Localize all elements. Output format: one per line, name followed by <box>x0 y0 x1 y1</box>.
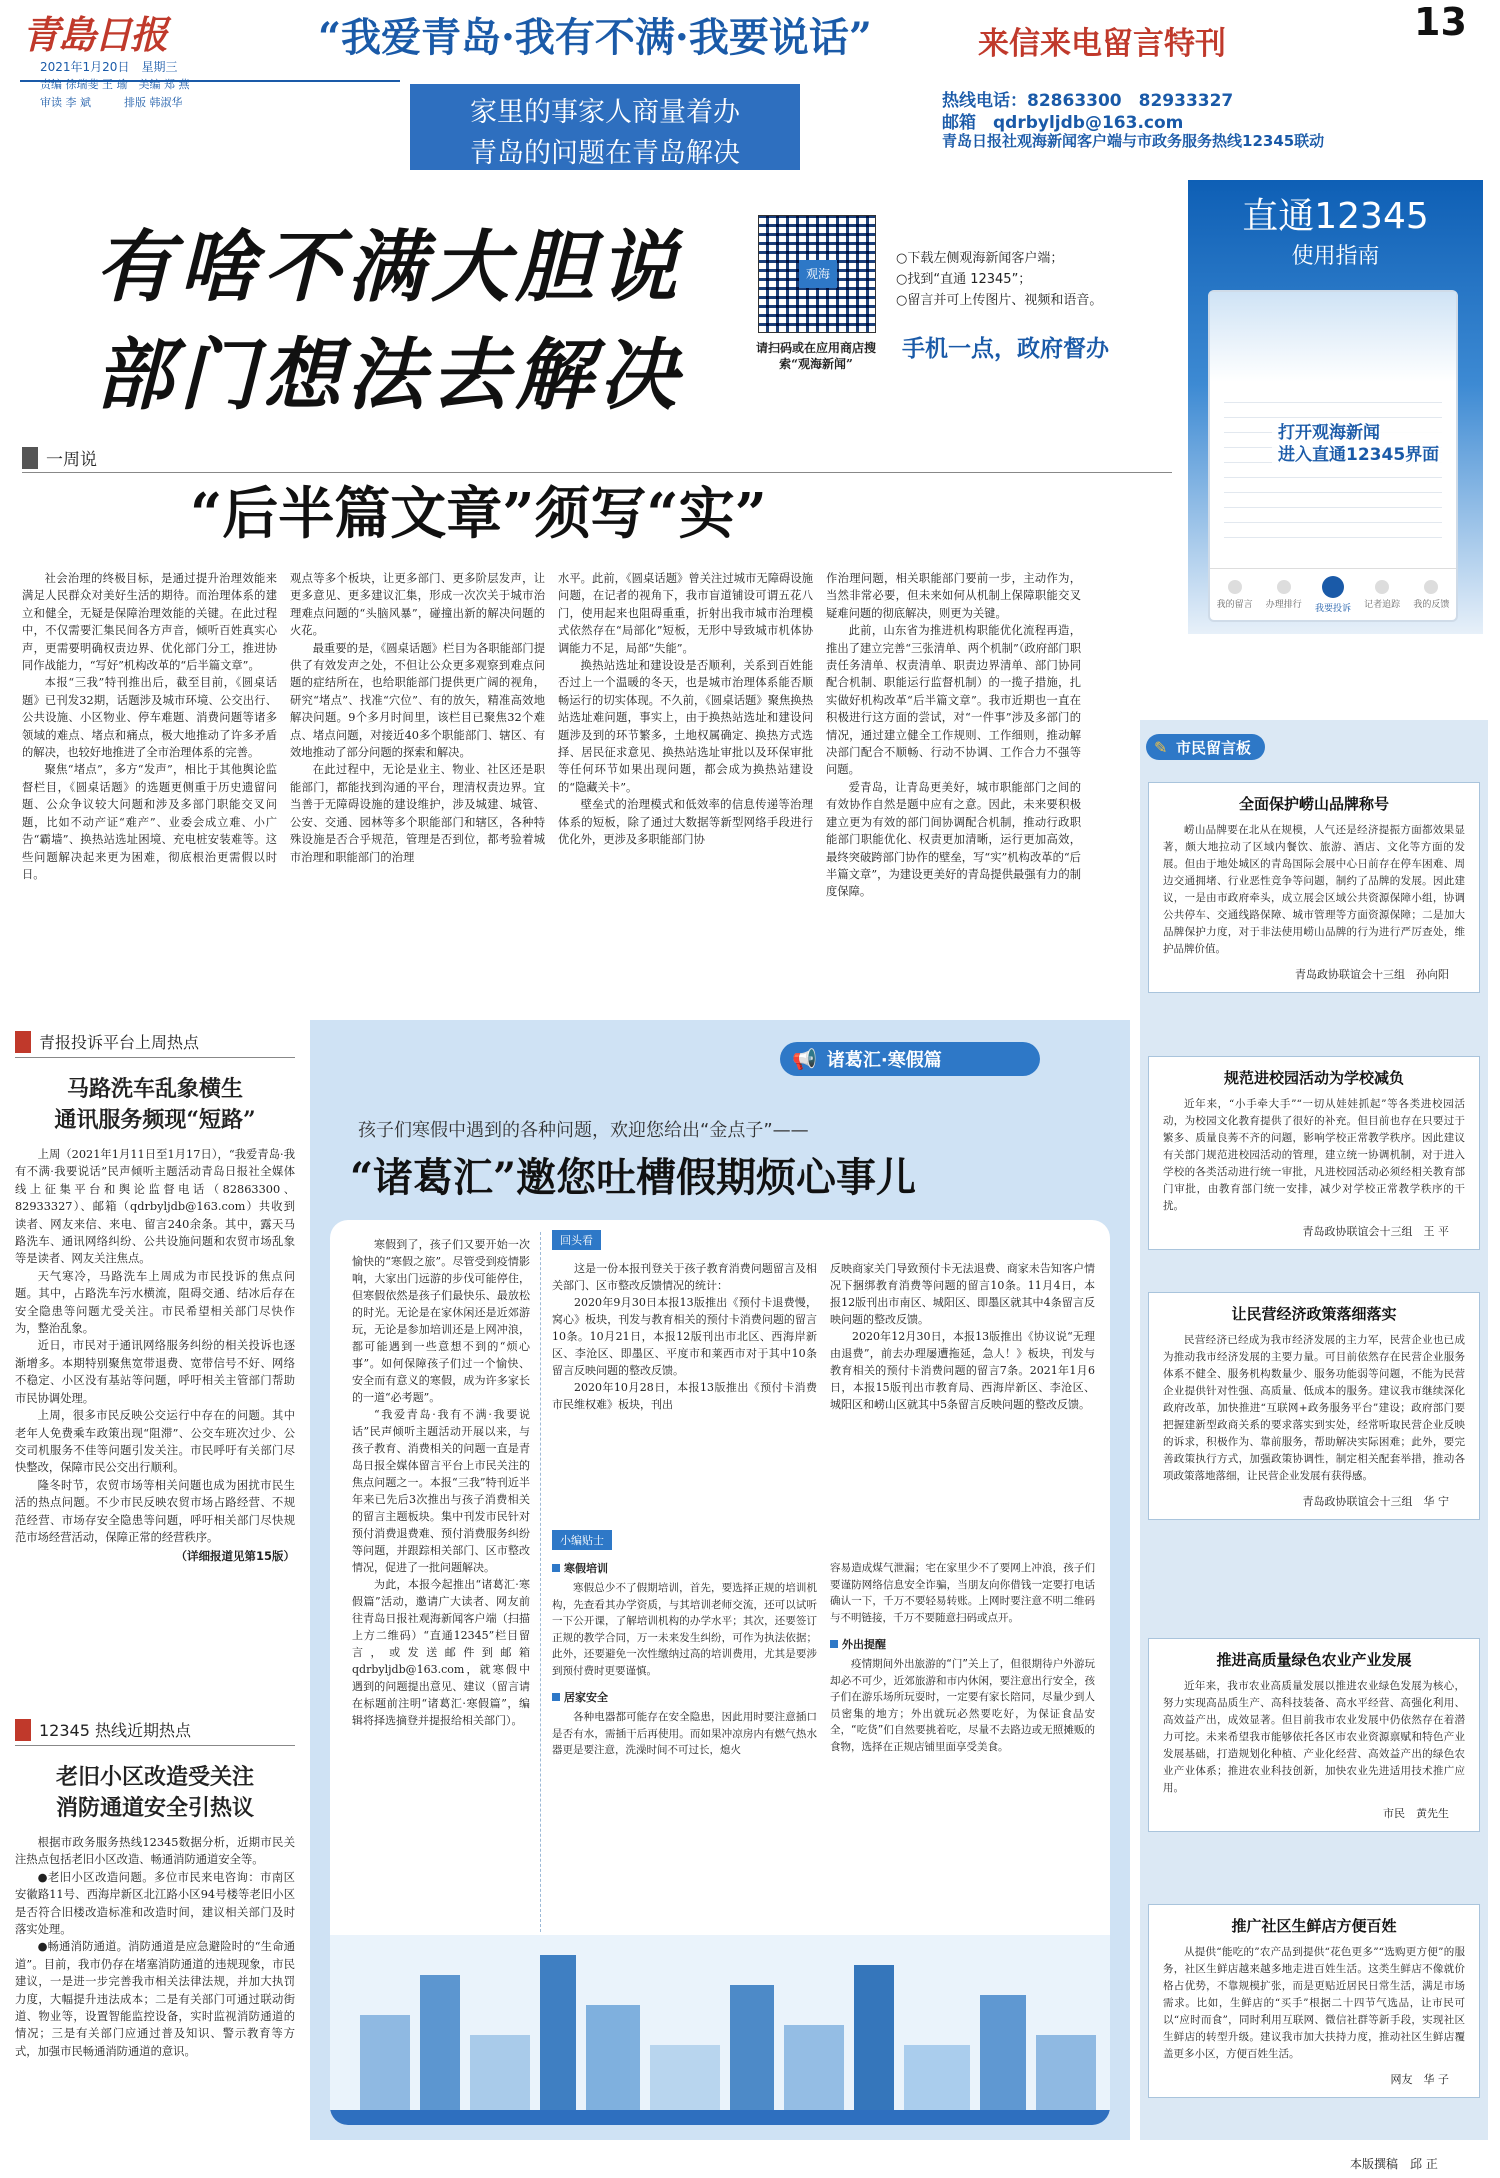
card-title: 全面保护崂山品牌称号 <box>1238 795 1389 813</box>
nav-dot-icon <box>1228 580 1242 594</box>
card-text: 近年来，“小手牵大手”“一切从娃娃抓起”等各类进校园活动，为校园文化教育提供了很好的补充。但目前也存在只要过于繁多、质量良莠不齐的问题，影响学校正常教学秩序。因此建议有关部门规范进校园活动的管理，建立统一协调机制，对于进入学校的各类活动进行统一审批，凡进校园活动必须经相关教育部门审批，由教育部门统一安排，减少对学校正常教学秩序的干扰。 <box>1163 1098 1465 1212</box>
megaphone-icon: 📢 <box>792 1047 817 1071</box>
pen-icon: ✎ <box>1154 737 1168 757</box>
tip-home-text: 各种电器都可能存在安全隐患，因此用时要注意插口是否有水，需插干后再使用。而如果冲凉房内有燃气热水器更是要注意，洗澡时间不可过长，熄火 <box>552 1711 817 1756</box>
callout-line-1: 打开观海新闻 <box>1278 423 1380 443</box>
complaint-para-4: 上周，很多市民反映公交运行中存在的问题。其中老年人免费乘车政策出现“阻滞”、公交车班次过少、公交司机服务不佳等问题引发关注。市民呼吁有关部门尽快整改，保障市民公交出行顺利。 <box>15 1409 295 1475</box>
citizen-card-2 <box>1148 1056 1480 1250</box>
tag-bar-icon <box>22 447 38 469</box>
weekly-title: “后半篇文章”须写“实” <box>190 481 767 547</box>
tip-outing-title: 外出提醒 <box>830 1636 1095 1652</box>
phone-nav <box>1210 568 1456 620</box>
card-signature: 青岛政协联谊会十三组 孙向阳 <box>1295 968 1449 981</box>
staff-line-1: 责编 徐瑞斐 王 瑜 美编 郑 燕 <box>40 78 190 91</box>
nav-dot-icon <box>1375 580 1389 594</box>
card-text: 近年来，我市农业高质量发展以推进农业绿色发展为核心，努力实现高品质生产、高科技装备、高水平经营、高强化利用、高效益产出，成效显著。但目前我市农业发展中仍依然存在着潜力可挖。未来希望我市能够依托各区市农业资源禀赋和特色产业发展基础，打造规划化种植、产业化经营、高效益产出的绿色农业产业体系；推进农业科技创新，加快农业先进适用技术推广应用。 <box>1163 1680 1465 1794</box>
slogan-line-1: 家里的事家人商量着办 <box>470 97 740 128</box>
hotline-tag: 12345 热线近期热点 <box>15 1718 295 1741</box>
tips-col-2 <box>830 1560 1095 1755</box>
review-col-2 <box>830 1260 1095 1413</box>
complaint-para-3: 近日，市民对于通讯网络服务纠纷的相关投诉也逐渐增多。本期特别聚焦宽带退费、宽带信号不好、网络不稳定、小区没有基站等问题，呼吁相关主管部门帮助市民协调处理。 <box>15 1339 295 1405</box>
guide-callout <box>1272 420 1445 468</box>
tip-home-text-cont: 容易造成煤气泄漏；宅在家里少不了要网上冲浪，孩子们要谨防网络信息安全诈骗，当朋友向你借钱一定要打电话确认一下，千万不要轻易转账。上网时要注意不明二维码与不明链接，千万不要随意扫码或点开。 <box>830 1562 1095 1624</box>
weekly-para-3: 聚焦“堵点”，多方“发声”，相比于其他舆论监督栏目，《圆桌话题》的选题更侧重于历史遗留问题、公众争议较大问题和涉及多部门职能交叉问题，比如不动产证“难产”、业委会成立难、小广告“霸墙”、换热站选址困境、充电桩安装难等。这些问题解决起来更为困难，彻底根治更需假以时日。 <box>22 763 277 881</box>
col2-para-2: 最重要的是，《圆桌话题》栏目为各职能部门提供了有效发声之处，不但让公众更多观察到难点问题的症结所在，也给职能部门提供更广阔的视角，研究“堵点”、找准“穴位”、有的放矢，精准高效地解决问题。9个多月时间里，该栏目已聚焦32个难点、堵点问题，对接近40多个职能部门、辖区、有效地推动了部分问题的探索和解决。 <box>290 641 545 760</box>
tips-tag: 小编贴士 <box>552 1530 612 1550</box>
tips-col-1 <box>552 1560 817 1759</box>
card-signature: 青岛政协联谊会十三组 王 平 <box>1302 1225 1449 1238</box>
footer-editor: 本版撰稿 邱 正 <box>1350 2157 1438 2171</box>
zhuge-box <box>310 1020 1130 2140</box>
card-title: 推进高质量绿色农业产业发展 <box>1216 1651 1412 1669</box>
qr-logo: 观海 <box>799 260 837 288</box>
qr-tagline: 手机一点，政府督办 <box>902 336 1109 362</box>
col2-para-1: 观点等多个板块，让更多部门、更多阶层发声，让更多意见、更多建议汇集，形成一次次关于城市治理难点问题的“头脑风暴”，碰撞出新的解决问题的火花。 <box>290 572 545 638</box>
col4-para-1: 作治理问题，相关职能部门要前一步，主动作为，当然非常必要，但未来如何从机制上保障职能交叉疑难问题的彻底解决，则更为关键。 <box>826 572 1081 620</box>
review-para-4: 反映商家关门导致预付卡无法退费、商家未告知客户情况下捆绑教育消费等问题的留言10条。11月4日，本报12版刊出市南区、城阳区、即墨区就其中4条留言反映问题的整改反馈。 <box>830 1262 1095 1326</box>
card-signature: 市民 黄先生 <box>1383 1807 1449 1820</box>
hotline: 热线电话：82863300 82933327 <box>942 91 1234 111</box>
review-para-2: 2020年9月30日本报13版推出《预付卡退费慢，窝心》板块，刊发与教育相关的预付卡消费问题的留言10条。10月21日，本报12版刊出市北区、西海岸新区、李沧区、即墨区、平度市和莱西市对于其中10条留言反映问题的整改反馈。 <box>552 1296 817 1377</box>
phone-header <box>1210 292 1456 382</box>
qr-code[interactable] <box>758 215 876 333</box>
review-para-1: 这是一份本报刊登关于孩子教育消费问题留言及相关部门、区市整改反馈情况的统计： <box>552 1262 817 1292</box>
complaint-rule <box>15 1057 295 1058</box>
platform-line: 青岛日报社观海新闻客户端与市政务服务热线12345联动 <box>942 132 1325 150</box>
qr-step-3: ○留言并可上传图片、视频和语音。 <box>896 293 1103 308</box>
callout-line-2: 进入直通12345界面 <box>1278 445 1440 465</box>
qr-step-2: ○找到“直通 12345”； <box>896 272 1032 287</box>
citizen-tag: ✎ 市民留言板 <box>1146 734 1265 760</box>
citizen-card-5 <box>1148 1904 1480 2098</box>
left-column <box>15 1030 295 1564</box>
complaint-title-2: 通讯服务频现“短路” <box>54 1107 256 1133</box>
tag-bar-icon <box>15 1031 31 1053</box>
headline <box>318 6 872 63</box>
card-text: 崂山品牌要在北从在规模，人气还是经济提振方面都效果显著，颇大地拉动了区域内餐饮、旅游、酒店、文化等方面的发展。但由于地处城区的青岛国际会展中心日前存在停车困难、周边交通拥堵、行业恶性竞争等问题，制约了品牌的发展。因此建议，一是由市政府牵头，成立展会区域公共资源保障小组，协调公共停车、交通线路保障、城市管理等方面资源保障；二是加大品牌保护力度，对于非法使用崂山品牌的行为进行严厉查处，维护品牌价值。 <box>1163 824 1465 955</box>
card-signature: 青岛政协联谊会十三组 华 宁 <box>1302 1495 1449 1508</box>
col4-para-2: 此前，山东省为推进机构职能优化流程再造，推出了建立完善“三张清单、两个机制”（政府部门职责任务清单、权责清单、职责边界清单、部门协同配合机制、职能运行监督机制）的一揽子措施，扎实做好机构改革“后半篇文章”。我市近期也一直在积极进行这方面的尝试，对“一件事”涉及多部门的情况，通过建立健全工作规则、工作细则，推动解决部门配合不顺畅、行动不协调、工作合力不强等问题。 <box>826 624 1081 777</box>
zhuge-intro-2: “我爱青岛·我有不满·我要说话”民声倾听主题活动开展以来，与孩子教育、消费相关的问题一直是青岛日报全媒体留言平台上市民关注的焦点问题之一。本报“三我”特刊近半年来已先后3次推出与孩子消费相关的留言主题板块。集中刊发市民针对预付消费退费难、预付消费服务纠纷等问题，并跟踪相关部门、区市整改情况，促进了一批问题解决。 <box>352 1408 530 1574</box>
city-skyline-illustration <box>330 1935 1110 2125</box>
email: 邮箱 qdrbyljdb@163.com <box>942 113 1184 133</box>
zhuge-intro-col <box>352 1236 530 1729</box>
staff-line-2: 审读 李 斌 排版 韩淑华 <box>40 96 183 109</box>
weekly-para-1: 社会治理的终极目标，是通过提升治理效能来满足人民群众对美好生活的期待。而治理体系的建立和健全，无疑是保障治理效能的关键。在此过程中，不仅需要汇集民间各方声音，倾听百姓真实心声，更需要明确权责边界、优化部门分工，推进协同作战能力，“写好”机构改革的“后半篇文章”。 <box>22 572 277 673</box>
complaint-see-more[interactable]: （详细报道见第15版） <box>175 1549 295 1564</box>
hotline-para-3: ●畅通消防通道。消防通道是应急避险时的“生命通道”。目前，我市仍存在堵塞消防通道的违规现象，市民建议，一是进一步完善我市相关法律法规，并加大执罚力度，大幅提升违法成本；二是有关部门可通过联动街道、物业等，设置智能监控设备，实时监视消防通道的情况；三是有关部门应通过普及知识、警示教育等方式，加强市民畅通消防通道的意识。 <box>15 1940 295 2058</box>
left-column-2 <box>15 1718 295 2060</box>
page-number: 13 <box>1414 0 1467 44</box>
card-title: 推广社区生鲜店方便百姓 <box>1231 1917 1397 1935</box>
masthead <box>0 0 1500 169</box>
calligraphy-line-1: 有啥不满大胆说 <box>95 222 684 313</box>
card-signature: 网友 华 子 <box>1390 2073 1449 2086</box>
hotline-rule <box>15 1745 295 1746</box>
hotline-title-1: 老旧小区改造受关注 <box>55 1764 254 1790</box>
zhuge-inner <box>330 1220 1110 2125</box>
tag-bar-icon <box>15 1719 31 1741</box>
hotline-title-2: 消防通道安全引热议 <box>55 1795 254 1821</box>
headline-tail: 来信来电留言特刊 <box>978 26 1226 62</box>
masthead-rule <box>20 80 400 82</box>
review-para-5: 2020年12月30日，本报13版推出《协议说“无理由退费”，前去办理屡遭拖延，急人！》板块，刊发与教育相关的预付卡消费问题的留言7条。2021年1月6日，本报15版刊出市教育局、西海岸新区、李沧区、城阳区和崂山区就其中5条留言反映问题的整改反馈。 <box>830 1330 1095 1411</box>
calligraphy-block <box>95 205 695 425</box>
guide-title-2: 使用指南 <box>1291 244 1380 269</box>
tip-training-text: 寒假总少不了假期培训，首先，要选择正规的培训机构，先查看其办学资质，与其培训老师交流，还可以试听一下公开课，了解培训机构的办学水平；其次，还要签订正规的教学合同，万一未来发生纠纷，可作为执法依据；此外，还要避免一次性缴纳过高的培训费用，尤其是要涉到预付费时更要谨慎。 <box>552 1582 817 1677</box>
review-para-3: 2020年10月28日，本报13版推出《预付卡消费市民维权难》板块，刊出 <box>552 1381 817 1411</box>
nav-item-my-messages[interactable]: 我的留言 <box>1217 580 1253 610</box>
col2-para-3: 在此过程中，无论是业主、物业、社区还是职能部门，都能找到沟通的平台，理清权责边界。宜当善于无障碍设施的建设维护，涉及城建、城管、公安、交通、园林等多个职能部门和辖区，各种特殊设施是否合乎规范，管理是否到位，都考验着城市治理和职能部门的治理 <box>290 763 545 864</box>
qr-steps <box>896 248 1102 311</box>
col4-para-3: 爱青岛，让青岛更美好，城市职能部门之间的有效协作自然是题中应有之意。因此，未来要积极建立更为有效的部门间协调配合机制，推动行政职能部门职能优化、权责更加清晰，运行更加高效，最终突破跨部门协作的壁垒，写“实”机构改革的“后半篇文章”，为建设更美好的青岛提供最强有力的制度保障。 <box>826 780 1081 899</box>
complaint-title-1: 马路洗车乱象横生 <box>66 1076 243 1102</box>
hotline-para-1: 根据市政务服务热线12345数据分析，近期市民关注热点包括老旧小区改造、畅通消防通道安全等。 <box>15 1836 295 1867</box>
nav-dot-icon <box>1424 580 1438 594</box>
nav-dot-icon <box>1277 580 1291 594</box>
calligraphy-line-2: 部门想法去解决 <box>95 330 684 421</box>
tip-square-icon <box>552 1693 560 1701</box>
weekly-para-2: 本报“三我”特刊推出后，截至目前，《圆桌话题》已刊发32期，话题涉及城市环境、公交出行、公共设施、小区物业、停车难题、消费问题等诸多领域的难点、堵点和痛点，极大地推动了许多矛盾的解决，也较好地推进了全市治理体系的完善。 <box>22 676 277 760</box>
newspaper-logo: 青島日报 <box>22 12 167 57</box>
nav-item-reporter[interactable]: 记者追踪 <box>1364 580 1400 610</box>
nav-item-feedback[interactable]: 我的反馈 <box>1413 580 1449 610</box>
card-title: 让民营经济政策落细落实 <box>1231 1305 1397 1323</box>
card-title: 规范进校园活动为学校减负 <box>1223 1069 1404 1087</box>
guide-panel <box>1188 180 1483 634</box>
card-text: 民营经济已经成为我市经济发展的主力军，民营企业也已成为推动我市经济发展的主要力量。可目前依然存在民营企业服务体系不健全、服务机构数量少、服务功能弱等问题，不能为民营企业提供针对性强、高质量、低成本的服务。建议我市继续深化政府改革，加快推进“互联网+政务服务平台”建设；政府部门要把握建新型政商关系的要求落实到实处，经常听取民营企业反映的诉求，积极作为、靠前服务，帮助解决实际困难；此外，要完善政策执行方式，加强政策协调性，制定相关配套举措，推动各项政策落地落细，让民营企业发展有获得感。 <box>1163 1334 1465 1482</box>
slogan-line-2: 青岛的问题在青岛解决 <box>470 138 740 169</box>
slogan-box <box>410 84 800 170</box>
weekly-col-2 <box>290 570 545 866</box>
tip-training-title: 寒假培训 <box>552 1560 817 1576</box>
col3-para-1: 水平。此前，《圆桌话题》曾关注过城市无障碍设施问题，在记者的视角下，我市盲道铺设可谓五花八门，使用起来也阻碍重重，折射出我市城市治理模式依然存在“局部化”短板，无形中导致城市机体协调能力不足，局部“失能”。 <box>558 572 813 655</box>
card-text: 从提供“能吃的”农产品到提供“花色更多”“选购更方便”的服务，社区生鲜店越来越多地走进百姓生活。这类生鲜店不像就价格占优势，不靠规模扩张，而是更贴近居民日常生活，满足市场需求。比如，生鲜店的“买手”根据二十四节气选品，让市民可以“应时而食”，同时利用互联网、微信社群等新手段，实现社区生鲜店的转型升级。建议我市加大扶持力度，推动社区生鲜店覆盖更多小区，方便百姓生活。 <box>1163 1946 1465 2060</box>
weekly-col-1 <box>22 570 277 883</box>
nav-item-complain[interactable]: 我要投诉 <box>1315 576 1351 614</box>
zhuge-subtitle: 孩子们寒假中遇到的各种问题，欢迎您给出“金点子”—— <box>358 1120 809 1141</box>
col3-para-2: 换热站选址和建设设是否顺利，关系到百姓能否过上一个温暖的冬天，也是城市治理体系能否顺畅运行的切实体现。不久前，《圆桌话题》聚焦换热站选址难问题，事实上，由于换热站选址和建设问题涉及到的环节繁多，土地权属确定、换热方式选择、居民征求意见、换热站选址审批以及环保审批等任何环节如果出现问题，都会成为换热站建设的“隐藏关卡”。 <box>558 659 813 794</box>
col3-para-3: 壁垒式的治理模式和低效率的信息传递等治理体系的短板，除了通过大数据等新型网络手段进行优化外，更涉及多职能部门协 <box>558 798 813 847</box>
weekly-tag: 一周说 <box>22 445 97 470</box>
hotline-para-2: ●老旧小区改造问题。多位市民来电咨询：市南区安徽路11号、西海岸新区北江路小区94号楼等老旧小区是否符合旧楼改造标准和改造时间，建议相关部门及时落实处理。 <box>15 1870 295 1937</box>
complain-pen-icon <box>1322 576 1344 598</box>
tip-square-icon <box>552 1564 560 1572</box>
headline-main: “我爱青岛·我有不满·我要说话” <box>318 14 872 61</box>
citizen-board <box>1140 720 1488 2140</box>
zhuge-title: “诸葛汇”邀您吐槽假期烦心事儿 <box>350 1154 917 1201</box>
complaint-para-5: 隆冬时节，农贸市场等相关问题也成为困扰市民生活的热点问题。不少市民反映农贸市场占路经营、不规范经营、市场存安全隐患等问题，呼吁相关部门尽快规范市场经营活动，保障正常的经营秩序。 <box>15 1478 295 1544</box>
weekly-col-4 <box>826 570 1081 901</box>
complaint-para-2: 天气寒冷，马路洗车上周成为市民投诉的焦点问题。其中，占路洗车污水横流，阻碍交通、结冰后存在安全隐患等问题尤受关注。市民希望相关部门尽快作为，整治乱象。 <box>15 1269 295 1336</box>
review-tag: 回头看 <box>552 1230 601 1250</box>
tip-home-title: 居家安全 <box>552 1689 817 1705</box>
guide-title-1: 直通12345 <box>1242 196 1429 237</box>
qr-step-1: ○下载左侧观海新闻客户端； <box>896 251 1064 266</box>
qr-caption: 请扫码或在应用商店搜索“观海新闻” <box>755 341 876 371</box>
zhuge-divider <box>540 1232 541 1932</box>
date-line: 2021年1月20日 星期三 <box>40 60 178 74</box>
citizen-card-4 <box>1148 1638 1480 1832</box>
zhuge-intro-3: 为此，本报今起推出“诸葛汇·寒假篇”活动，邀请广大读者、网友前往青岛日报社观海新闻客户端（扫描上方二维码）“直通12345”栏目留言，或发送邮件到邮箱qdrbyljdb@163.com，就寒假中遇到的问题提出意见、建议（留言请在标题前注明“诸葛汇·寒假篇”，编辑将择选摘登并提报给相关部门）。 <box>352 1578 530 1727</box>
complaint-para-1: 上周（2021年1月11日至1月17日），“我爱青岛·我有不满·我要说话”民声倾听主题活动青岛日报社全媒体线上征集平台和舆论监督电话（82863300、82933327）、邮箱（qdrbyljdb@163.com）共收到读者、网友来信、来电、留言240余条。其中，露天马路洗车、通讯网络纠纷、公共设施问题和农贸市场乱象等是读者、网友关注焦点。 <box>15 1148 295 1266</box>
tip-square-icon <box>830 1640 838 1648</box>
nav-item-ranking[interactable]: 办理排行 <box>1266 580 1302 610</box>
zhuge-intro-1: 寒假到了，孩子们又要开始一次愉快的“寒假之旅”。尽管受到疫情影响，大家出门远游的步伐可能停住，但寒假依然是孩子们最快乐、最放松的时光。无论是在家休闲还是近郊游玩，无论是参加培训还是上网冲浪，都可能遇到一些意想不到的“烦心事”。如何保障孩子们过一个愉快、安全而有意义的寒假，成为许多家长的一道“必考题”。 <box>352 1238 530 1404</box>
review-col-1 <box>552 1260 817 1413</box>
complaint-tag: 青报投诉平台上周热点 <box>15 1030 295 1053</box>
weekly-col-3 <box>558 570 813 849</box>
citizen-card-1 <box>1148 782 1480 993</box>
citizen-card-3 <box>1148 1292 1480 1520</box>
zhuge-ribbon: 📢 诸葛汇·寒假篇 <box>780 1042 1040 1076</box>
tip-outing-text: 疫情期间外出旅游的“门”关上了，但很期待户外游玩却必不可少，近郊旅游和市内休闲，要注意出行安全，孩子们在游乐场所玩耍时，一定要有家长陪同，尽量少到人员密集的地方；外出就玩必然要吃好，为保证食品安全，“吃货”们自然要挑着吃，尽量不去路边或无照摊贩的食物，选择在正规店铺里面享受美食。 <box>830 1658 1095 1753</box>
